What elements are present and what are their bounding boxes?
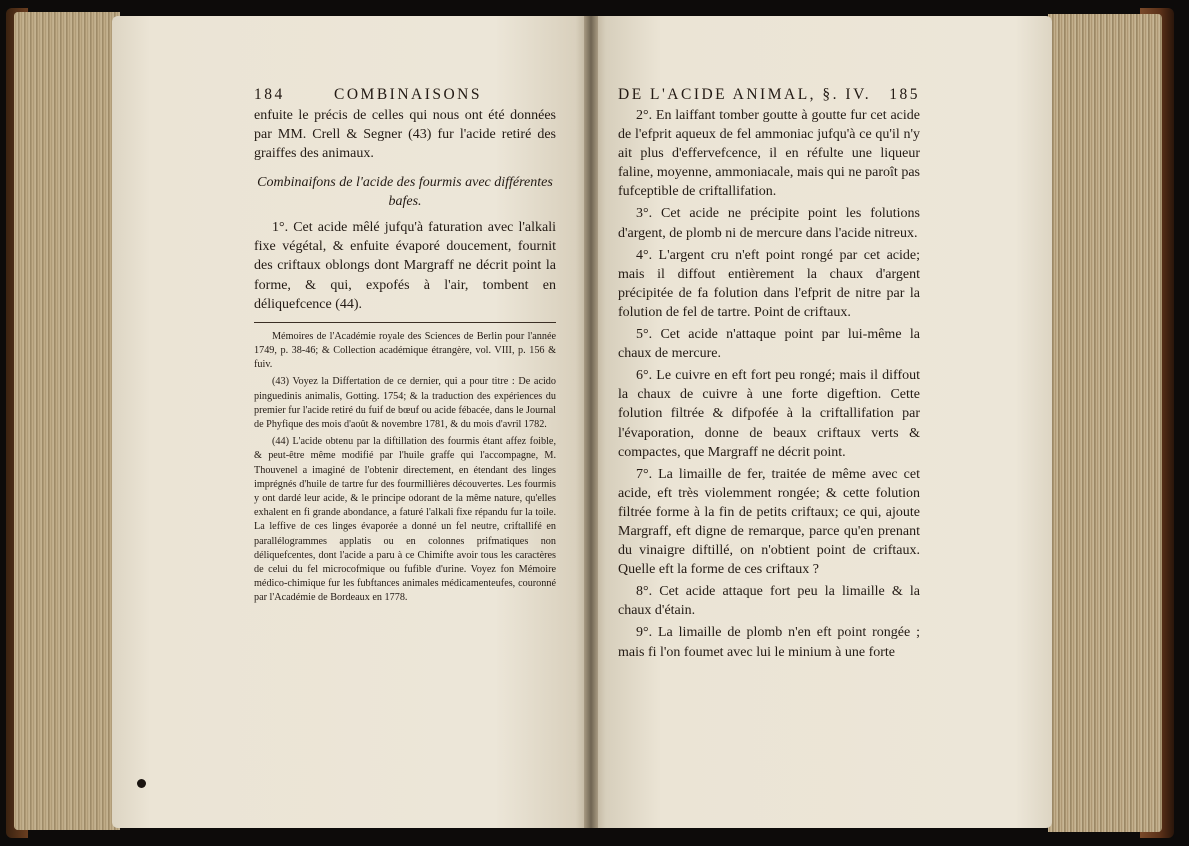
page-number: 185 (889, 86, 920, 103)
paragraph: 8°. Cet acide attaque fort peu la limaille & la chaux d'étain. (618, 584, 920, 619)
right-running-header (618, 84, 920, 106)
page-number: 184 (254, 86, 285, 103)
book-gutter (584, 16, 598, 828)
left-page-text (254, 84, 556, 609)
right-page-text (618, 84, 920, 662)
footnote: Mémoires de l'Académie royale des Sciences de Berlin pour l'année 1749, p. 38-46; & Collection académique étrangère, vol. VIII, p. 156 & fuiv. (254, 330, 556, 371)
footnote: (43) Voyez la Differtation de ce dernier, qui a pour titre : De acido pinguedinis animalis, Gotting. 1754; & la traduction des expériences du premier fur l'acide retiré du fuif de bœuf ou acide fébacée, dans le Journal de Phyfique des mois d'août & novembre 1781, & du mois d'avril 1782. (254, 376, 556, 430)
page-edges-right (1048, 14, 1162, 832)
paragraph: 2°. En laiffant tomber goutte à goutte fur cet acide de l'efprit aqueux de fel ammoniac jufqu'à ce qu'il n'y ait plus d'effervefcence, il en réfulte une liqueur faline, moyenne, ammoniacale, mais qui ne paroît pas fufceptible de criftallifation. (618, 108, 920, 200)
paragraph: 3°. Cet acide ne précipite point les folutions d'argent, de plomb ni de mercure dans l'acide nitreux. (618, 206, 920, 241)
paragraph: 4°. L'argent cru n'eft point rongé par cet acide; mais il diffout entièrement la chaux d'argent précipitée de fa folution dans l'efprit de nitre par la folution de fel de tartre. Point de criftaux. (618, 247, 920, 320)
running-head: COMBINAISONS (334, 86, 482, 103)
paragraph: 7°. La limaille de fer, traitée de même avec cet acide, eft très violemment rongée; & cette folution filtrée forme à la fin de petits criftaux; ce qui, ajoute Margraff, eft digne de remarque, parce qu'en prenant du vinaigre diftillé, on n'obtient point de criftaux. Quelle eft la forme de ces criftaux ? (618, 466, 920, 578)
left-running-header (254, 84, 556, 106)
paragraph: 5°. Cet acide n'attaque point par lui-même la chaux de mercure. (618, 327, 920, 362)
running-head: DE L'ACIDE ANIMAL, §. IV. (618, 86, 872, 103)
page-edges-left (14, 12, 120, 830)
paragraph: 6°. Le cuivre en eft fort peu rongé; mais il diffout la chaux de cuivre à une forte digeftion. Cette folution filtrée & difpofée à la criftallifation par l'évaporation, donne de beaux criftaux verts & compactes, que Margraff ne décrit point. (618, 368, 920, 460)
paragraph: 9°. La limaille de plomb n'en eft point rongée ; mais fi l'on foumet avec lui le minium à une forte (618, 625, 920, 660)
paragraph-1: 1°. Cet acide mêlé jufqu'à faturation avec l'alkali fixe végétal, & enfuite évaporé doucement, fournit des criftaux oblongs dont Margraff ne décrit point la forme, & qui, expofés à l'air, tombent en déliquefcence (44). (254, 220, 556, 312)
ink-spot (137, 779, 146, 788)
footnote: (44) L'acide obtenu par la diftillation des fourmis étant affez foible, & peut-être même modifié par l'huile graffe qui l'accompagne, M. Thouvenel a imaginé de l'obtenir directement, en étendant des linges imprégnés d'huile de tartre fur des fourmillières découvertes. Les fourmis y ont dardé leur acide, & le principe odorant de la même nature, qu'elles exhalent en fi grande abondance, a faturé l'alkali fixe répandu fur la toile. La leffive de ces linges évaporée a donné un fel neutre, criftallifé en parallélogrammes applatis ou en colonnes prifmatiques non déliquefcentes, dont l'acide a paru à ce Chimifte avoir tous les caractères de celui du fel microcofmique ou fufible d'urine. Voyez fon Mémoire médico-chimique fur les fubftances animales médicamenteufes, couronné par l'Académie de Bordeaux en 1778. (254, 436, 556, 604)
section-heading: Combinaifons de l'acide des fourmis avec différentes bafes. (257, 175, 553, 210)
footnote-rule (254, 322, 556, 323)
continuation-paragraph: enfuite le précis de celles qui nous ont été données par MM. Crell & Segner (43) fur l'acide retiré des graiffes des animaux. (254, 108, 556, 162)
